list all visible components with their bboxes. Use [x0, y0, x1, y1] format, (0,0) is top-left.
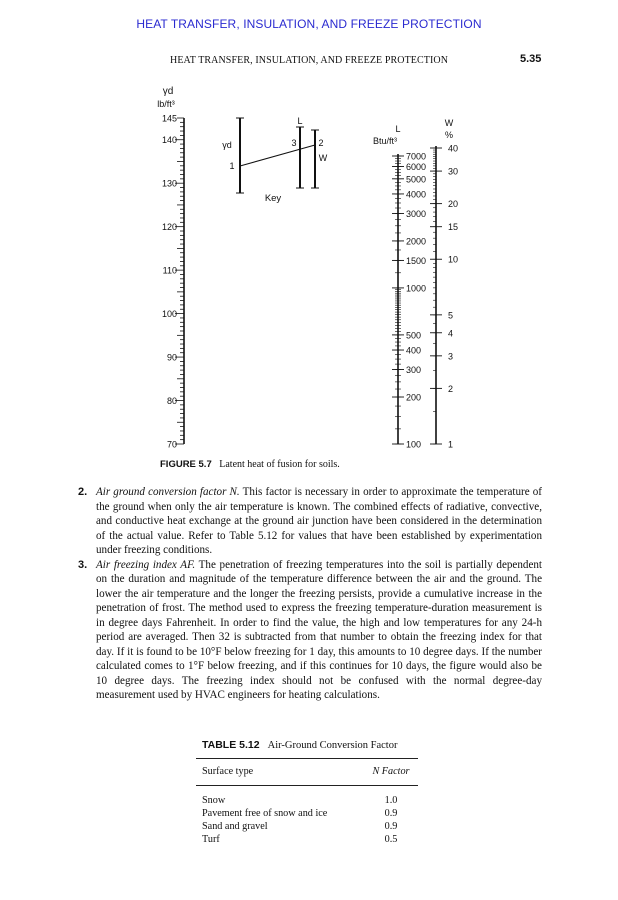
w-axis [430, 144, 458, 450]
w-tick-label: 15 [448, 222, 459, 233]
l-axis-label: L [395, 124, 401, 134]
table-cell-surface: Turf [202, 834, 220, 845]
figure-caption [160, 459, 340, 470]
figure-number: FIGURE 5.7 [160, 459, 212, 470]
l-tick-label: 4000 [406, 189, 427, 200]
conversion-factor-table [196, 758, 418, 846]
l-tick-label: 400 [406, 345, 422, 356]
key-diagram [222, 116, 328, 204]
table-header-n-factor: N Factor [372, 766, 410, 777]
w-tick-label: 30 [448, 166, 459, 177]
page-number: 5.35 [520, 53, 542, 65]
table-cell-factor: 0.9 [384, 821, 398, 832]
l-tick-label: 5000 [406, 174, 427, 185]
w-tick-label: 10 [448, 254, 459, 265]
yd-tick-label: 130 [161, 178, 177, 189]
yd-tick-label: 145 [161, 113, 177, 124]
table-header-row [196, 759, 418, 785]
table-cell-surface: Pavement free of snow and ice [202, 808, 328, 819]
table-row [196, 820, 418, 833]
list-item-text: The penetration of freezing temperatures into the soil is partially dependent on the duration and magnitude of the temperature difference between the air and the ground. The lower the air temperature and the longer the freezing persists, provide a cumulative increase in the penetration of frost. The method used to express the freezing temperature-duration measurement is in degree days Fahrenheit. In order to find the value, the high and low temperatures for any 24-h period are averaged. Then 32 is subtracted from that number to obtain the freezing index for that day. If it is found to be 10°F below freezing for 1 day, this amounts to 10 degree days. If the number calculated comes to 1°F below freezing, and if this continues for 10 days, the figure would also be 10 degree days. The freezing index should not be confused with the normal degree-day measurement used by HVAC engineers for heating calculations. [96, 558, 543, 701]
w-tick-label: 3 [448, 351, 454, 362]
l-tick-label: 100 [406, 439, 422, 450]
w-tick-label: 20 [448, 199, 459, 210]
yd-tick-label: 140 [161, 135, 177, 146]
yd-axis [162, 114, 184, 450]
l-tick-label: 300 [406, 365, 422, 376]
list-item-air-freezing-index [78, 558, 542, 703]
w-axis-unit: % [444, 130, 454, 140]
table-cell-surface: Sand and gravel [202, 821, 268, 832]
w-tick-label: 4 [448, 328, 454, 339]
table-cell-factor: 0.5 [384, 834, 398, 845]
yd-tick-label: 90 [166, 352, 177, 363]
numbered-list [78, 485, 542, 703]
table-row [196, 794, 418, 807]
key-point-3: 3 [291, 138, 297, 148]
l-tick-label: 6000 [406, 161, 427, 172]
table-row [196, 833, 418, 846]
table-cell-factor: 0.9 [384, 808, 398, 819]
l-axis [392, 152, 426, 450]
key-title: Key [264, 193, 282, 204]
key-w-label: W [318, 153, 328, 163]
l-tick-label: 200 [406, 392, 422, 403]
list-item-air-ground-factor [78, 485, 542, 558]
table-row [196, 807, 418, 820]
list-item-title: Air ground conversion factor N. [96, 486, 240, 498]
w-tick-label: 5 [448, 310, 454, 321]
key-point-1: 1 [229, 161, 235, 171]
yd-tick-label: 110 [162, 265, 177, 276]
figure-caption-text: Latent heat of fusion for soils. [219, 459, 340, 470]
list-item-number: 3. [78, 558, 88, 571]
table-header-surface-type: Surface type [202, 766, 254, 777]
list-item-text: This factor is necessary in order to approximate the temperature of the ground when only the air temperature is known. The combined effects of radiative, convective, and conductive heat exchange at the ground air junction have been considered in the determination of the actual value. Refer to Table 5.12 for values that have been established by experimentation under freezing conditions. [96, 486, 542, 556]
table-cell-factor: 1.0 [384, 795, 398, 806]
l-tick-label: 1500 [406, 255, 427, 266]
l-tick-label: 2000 [406, 236, 427, 247]
yd-tick-label: 120 [161, 222, 177, 233]
l-tick-label: 1000 [406, 283, 427, 294]
table-cell-surface: Snow [202, 795, 226, 806]
document-banner: HEAT TRANSFER, INSULATION, AND FREEZE PROTECTION [136, 17, 482, 31]
table-caption [202, 739, 397, 751]
w-axis-label: W [444, 118, 454, 128]
key-point-2: 2 [318, 138, 324, 148]
table-number: TABLE 5.12 [202, 739, 260, 751]
key-l-label: L [297, 116, 303, 126]
yd-axis-label: γd [162, 86, 174, 97]
l-tick-label: 500 [406, 330, 422, 341]
w-tick-label: 40 [448, 143, 459, 154]
l-axis-unit: Btu/ft³ [372, 136, 398, 146]
yd-tick-label: 70 [166, 439, 177, 450]
list-item-number: 2. [78, 486, 88, 498]
l-tick-label: 7000 [406, 151, 427, 162]
yd-tick-label: 80 [166, 396, 177, 407]
list-item-title: Air freezing index AF. [96, 558, 196, 571]
yd-axis-unit: lb/ft³ [157, 99, 175, 109]
w-tick-label: 2 [448, 383, 454, 394]
key-yd-label: γd [222, 140, 232, 150]
w-tick-label: 1 [448, 439, 454, 450]
yd-tick-label: 100 [161, 309, 177, 320]
l-tick-label: 3000 [406, 208, 427, 219]
running-head: HEAT TRANSFER, INSULATION, AND FREEZE PROTECTION [170, 55, 449, 66]
table-title: Air-Ground Conversion Factor [267, 740, 398, 751]
